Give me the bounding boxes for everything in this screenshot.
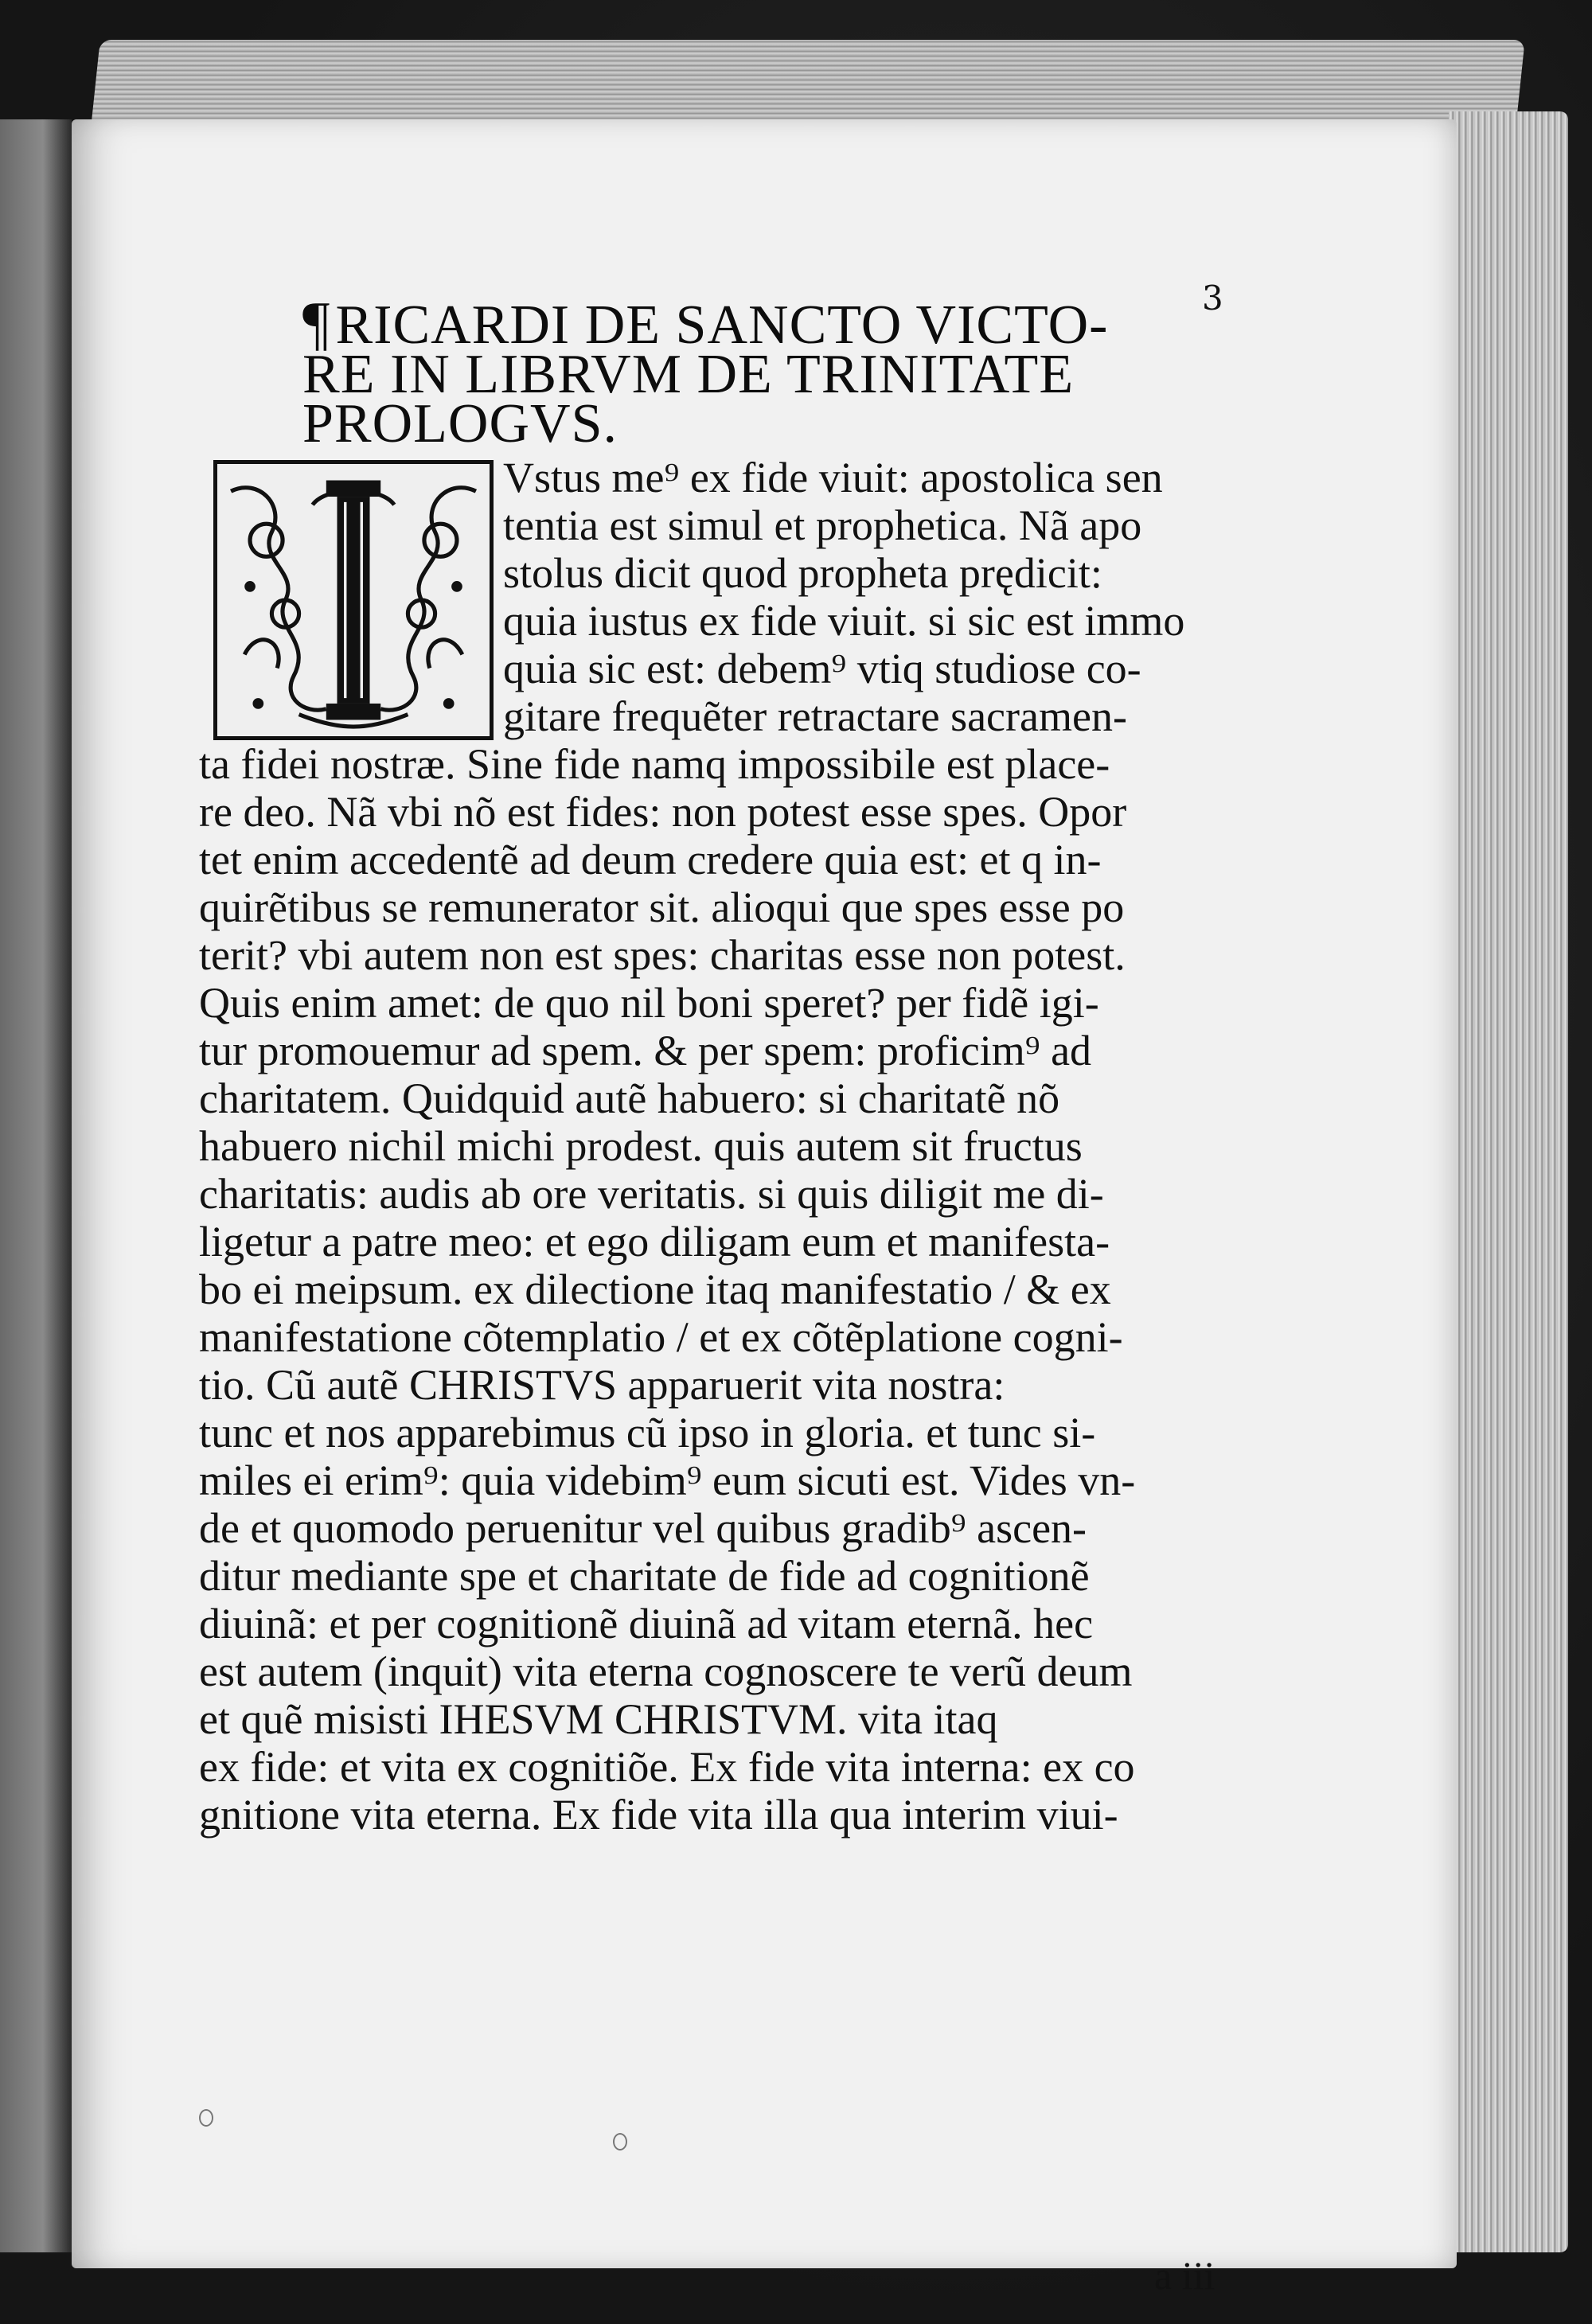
text-line: gitare frequẽter retractare sacramen- [503, 692, 1127, 740]
paper-spot [613, 2133, 627, 2150]
text-line: habuero nichil michi prodest. quis autem sit fructus [199, 1122, 1083, 1170]
text-line: tur promouemur ad spem. & per spem: proficim⁹ ad [199, 1027, 1092, 1074]
text-line: charitatis: audis ab ore veritatis. si quis diligit me di- [199, 1170, 1104, 1218]
text-line: tet enim accedentẽ ad deum credere quia est: et q in- [199, 836, 1102, 883]
text-line: bo ei meipsum. ex dilectione itaq manifestatio / & ex [199, 1265, 1111, 1313]
woodcut-initial-icon [217, 464, 490, 736]
text-line: diuinã: et per cognitionẽ diuinã ad vitam eternã. hec [199, 1600, 1094, 1647]
text-line: ex fide: et vita ex cognitiõe. Ex fide vita interna: ex co [199, 1743, 1135, 1791]
heading-line-1 [302, 290, 1433, 357]
text-line: quia iustus ex fide viuit. si sic est immo [503, 597, 1185, 645]
text-line: ligetur a patre meo: et ego diligam eum et manifesta- [199, 1218, 1110, 1265]
text-line: quirẽtibus se remunerator sit. alioqui que spes esse po [199, 883, 1125, 931]
decorated-initial-icon [213, 460, 494, 740]
text-line: et quẽ misisti IHESVM CHRISTVM. vita itaq [199, 1695, 998, 1743]
text-line: tunc et nos apparebimus cũ ipso in gloria. et tunc si- [199, 1409, 1096, 1456]
page-stack-edge [1449, 111, 1568, 2252]
text-line: manifestatione cõtemplatio / et ex cõtẽplatione cogni- [199, 1313, 1123, 1361]
text-line: tentia est simul et prophetica. Nã apo [503, 501, 1142, 549]
text-line: re deo. Nã vbi nõ est fides: non potest esse spes. Opor [199, 788, 1127, 836]
text-line: tio. Cũ autẽ CHRISTVS apparuerit vita nostra: [199, 1361, 1005, 1409]
text-line: est autem (inquit) vita eterna cognoscere te verũ deum [199, 1647, 1133, 1695]
text-line: charitatem. Quidquid autẽ habuero: si charitatẽ nõ [199, 1074, 1060, 1122]
text-line: ta fidei nostræ. Sine fide namq impossibile est place- [199, 740, 1110, 788]
left-page-edge [0, 119, 72, 2252]
pilcrow-icon: ¶ [302, 290, 331, 357]
text-line: Vstus me⁹ ex fide viuit: apostolica sen [503, 454, 1163, 501]
heading-line-3: PROLOGVS. [302, 393, 618, 454]
text-line: de et quomodo peruenitur vel quibus gradib⁹ ascen- [199, 1504, 1087, 1552]
page-number: 3 [1202, 279, 1223, 318]
text-line: terit? vbi autem non est spes: charitas esse non potest. [199, 931, 1126, 979]
heading-line-2: RE IN LIBRVM DE TRINITATE [302, 344, 1075, 405]
book-top-edge [91, 40, 1525, 127]
signature-mark: a iii [1154, 2253, 1215, 2298]
text-line: stolus dicit quod propheta prędicit: [503, 549, 1102, 597]
text-line: gnitione vita eterna. Ex fide vita illa qua interim viui- [199, 1791, 1118, 1839]
heading-text-1: RICARDI DE SANCTO VICTO- [335, 294, 1109, 356]
text-line: miles ei erim⁹: quia videbim⁹ eum sicuti est. Vides vn- [199, 1456, 1136, 1504]
text-line: quia sic est: debem⁹ vtiq studiose co- [503, 645, 1141, 692]
text-line: ditur mediante spe et charitate de fide ad cognitionẽ [199, 1552, 1090, 1600]
paper-spot [199, 2109, 213, 2127]
text-line: Quis enim amet: de quo nil boni speret? per fidẽ igi- [199, 979, 1099, 1027]
prologue-heading [302, 290, 1433, 454]
